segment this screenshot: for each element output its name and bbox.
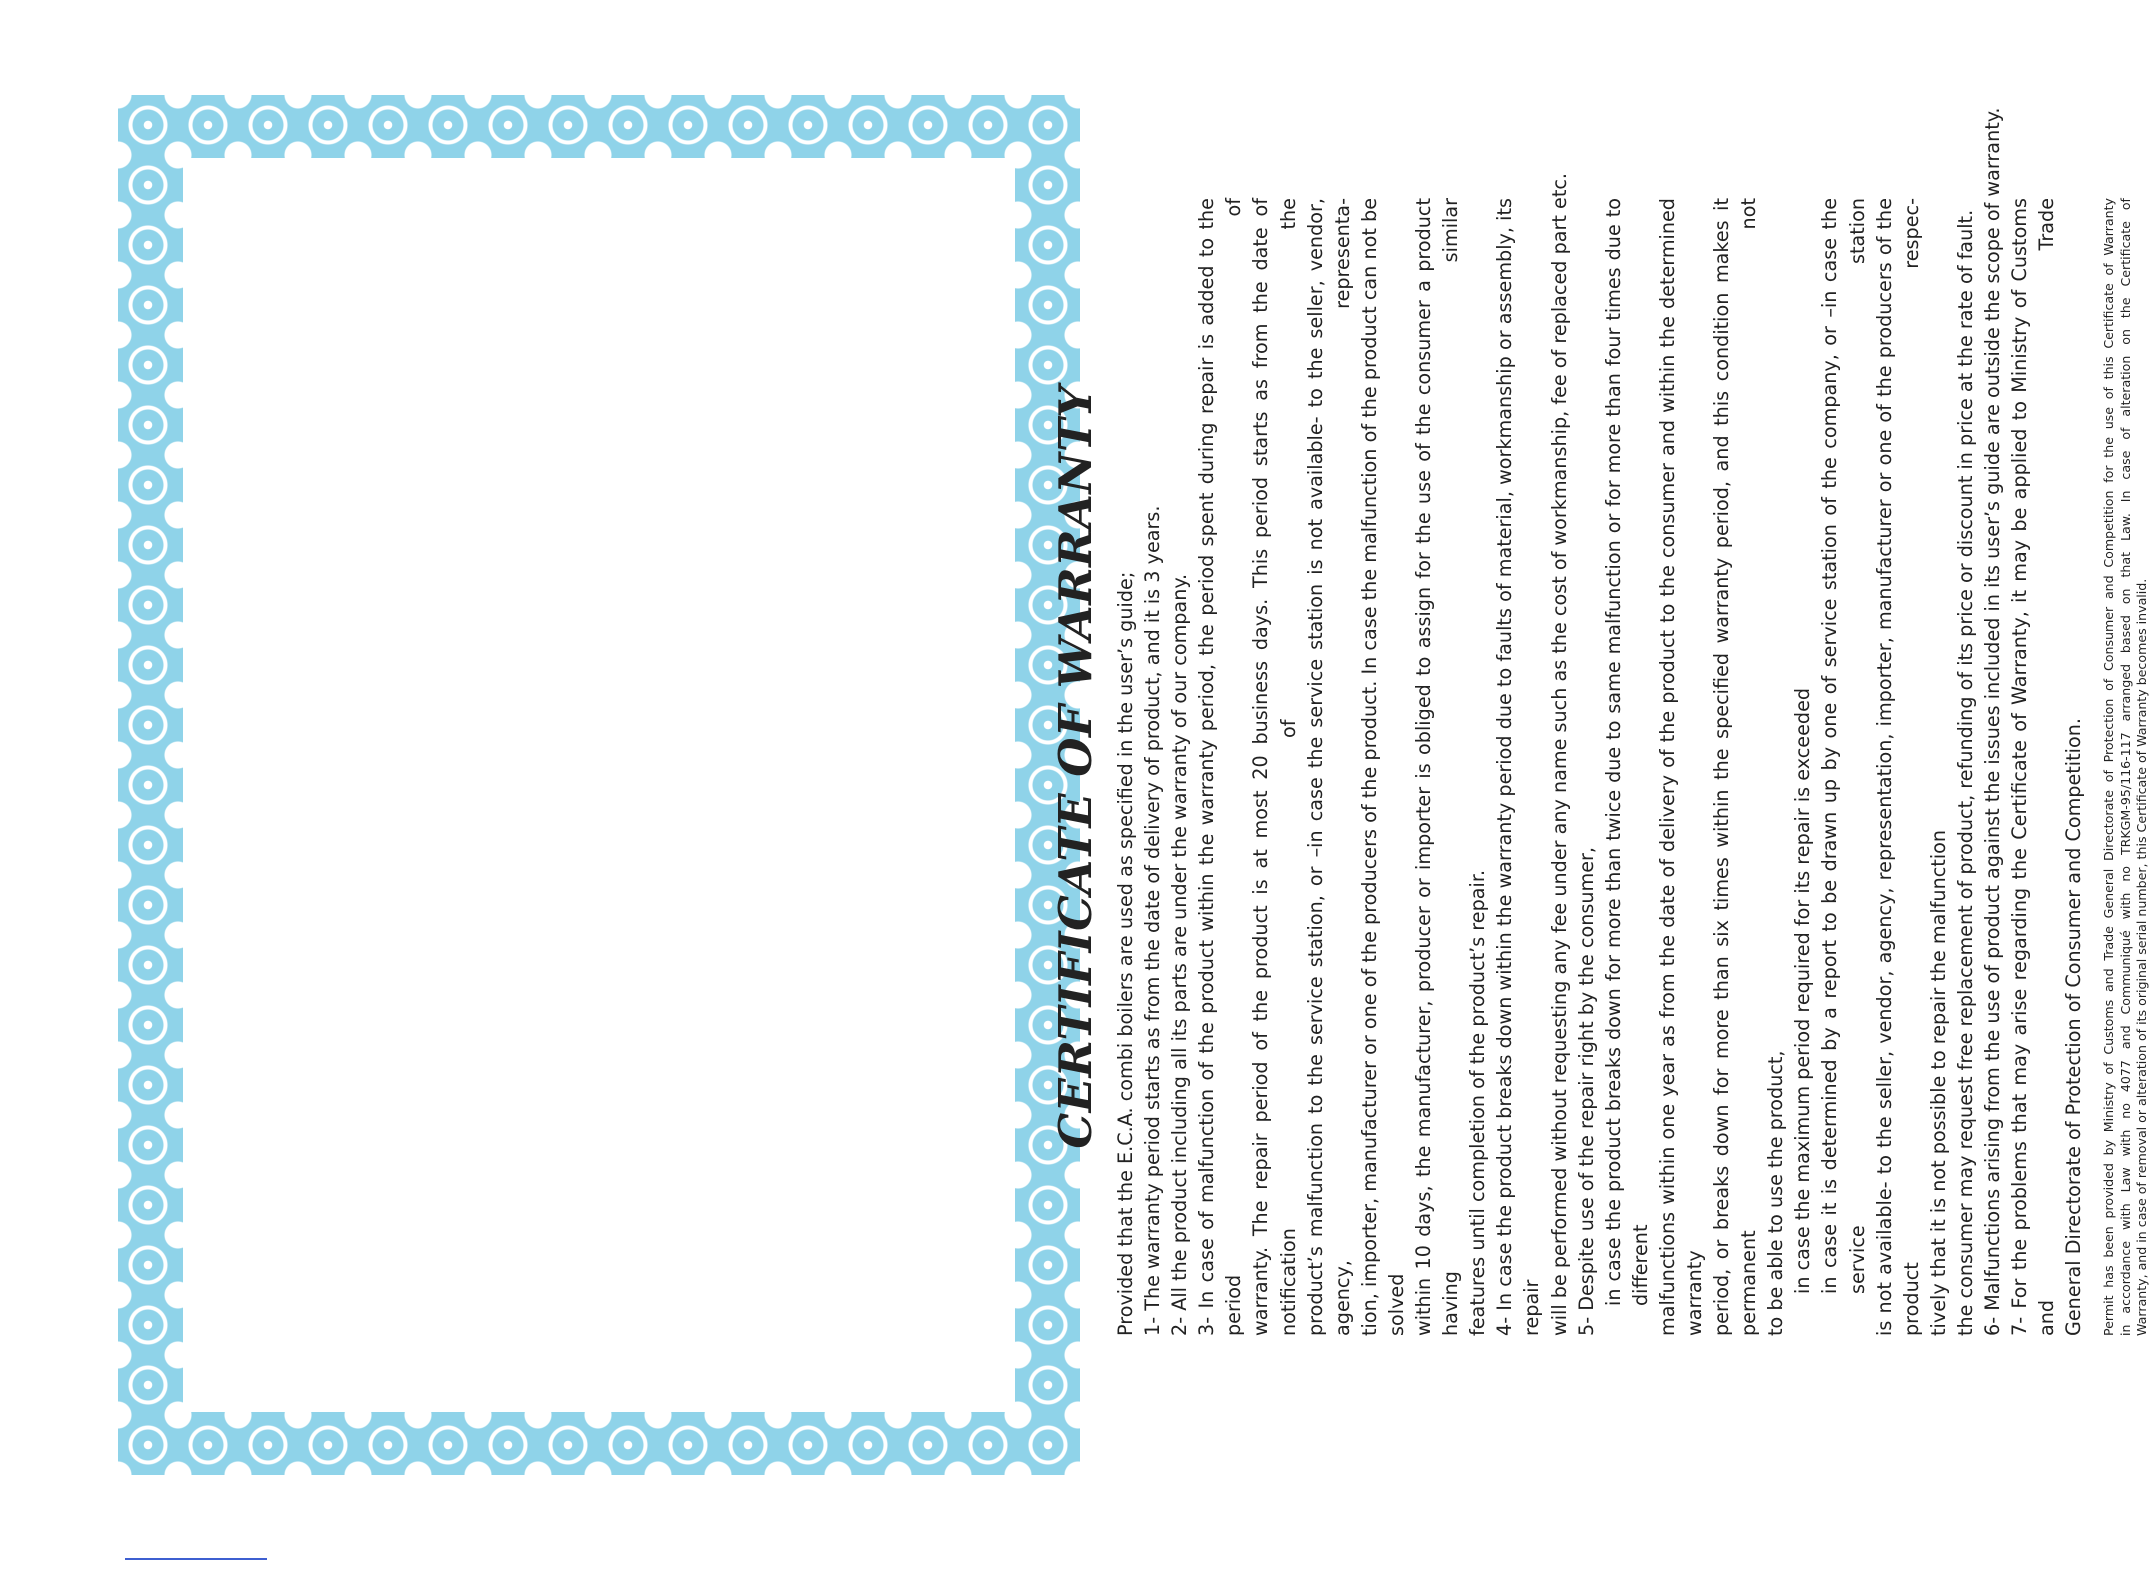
clause-3-line: 3- In case of malfunction of the product within the warranty period, the period spent during repair is added to the period of [1195,198,1246,1336]
clause-3-line: within 10 days, the manufacturer, producer or importer is obliged to assign for the use of the consumer a product having similar [1412,198,1463,1336]
clause-5-condition: to be able to use the product, [1764,1050,1788,1336]
permit-footnote: in accordance with Law with no 4077 and Communiqué with no TRKGM-95/116-117 arranged based on that Law. In case of alteration on the Certificate of [2117,198,2133,1336]
permit-footnote: Permit has been provided by Ministry of Customs and Trade General Directorate of Protection of Consumer and Competition for the use of this Certificate of Warranty [2101,198,2117,1336]
clause-3-line: features until completion of the product’s repair. [1466,869,1490,1336]
certificate-content [1015,107,2150,1412]
page-title: CERTIFICATE OF WARRANTY [1049,385,1102,1149]
footer-rule [125,1558,267,1560]
clause-1: 1- The warranty period starts as from the date of delivery of product, and it is 3 years. [1141,505,1165,1336]
clause-5-condition: tively that it is not possible to repair the malfunction [1926,829,1950,1336]
certificate-panel [183,158,1015,1412]
clause-2: 2- All the product including all its parts are under the warranty of our company. [1168,573,1192,1336]
clause-3-line: warranty. The repair period of the product is at most 20 business days. This period starts as from the date of notification of the [1249,198,1300,1336]
clause-7: General Directorate of Protection of Consumer and Competition. [2062,718,2086,1336]
clause-5-condition: is not available- to the seller, vendor, agency, representation, importer, manufacturer or one of the producers of the product respec- [1872,198,1923,1336]
clause-6: 6- Malfunctions arising from the use of product against the issues included in its user’s guide are outside the scope of warranty. [1981,107,2004,1336]
intro-text: Provided that the E.C.A. combi boilers are used as specified in the user’s guide; [1114,571,1137,1336]
clause-7: 7- For the problems that may arise regarding the Certificate of Warranty, it may be applied to Ministry of Customs and Trade [2008,198,2059,1336]
clause-5-condition: malfunctions within one year as from the date of delivery of the product to the consumer and within the determined warranty [1655,198,1706,1336]
clause-5-condition: in case the product breaks down for more than twice due to same malfunction or for more than four times due to different [1601,198,1652,1306]
clause-5: 5- Despite use of the repair right by the consumer, [1574,846,1598,1336]
clause-3-line: tion, importer, manufacturer or one of the producers of the product. In case the malfunction of the product can not be solved [1357,198,1408,1336]
clause-5-condition: period, or breaks down for more than six times within the specified warranty period, and this condition makes it permanent not [1710,198,1761,1336]
clause-5-condition: in case the maximum period required for its repair is exceeded [1791,687,1815,1294]
permit-footnote: Warranty, and in case of removal or alteration of its original serial number, this Certificate of Warranty becomes invalid. [2134,578,2150,1336]
clause-3-line: product’s malfunction to the service station, or –in case the service station is not available- to the seller, vendor, agency, representa- [1303,198,1354,1336]
clause-5-condition: in case it is determined by a report to be drawn up by one of service station of the company, or –in case the service station [1818,198,1869,1294]
clause-4-line: 4- In case the product breaks down within the warranty period due to faults of material, workmanship or assembly, its repair [1493,198,1544,1336]
clause-4-line: will be performed without requesting any fee under any name such as the cost of workmanship, fee of replaced part etc. [1547,173,1571,1336]
clause-5-remedy: the consumer may request free replacement of product, refunding of its price or discount in price at the rate of fault. [1953,209,1977,1336]
